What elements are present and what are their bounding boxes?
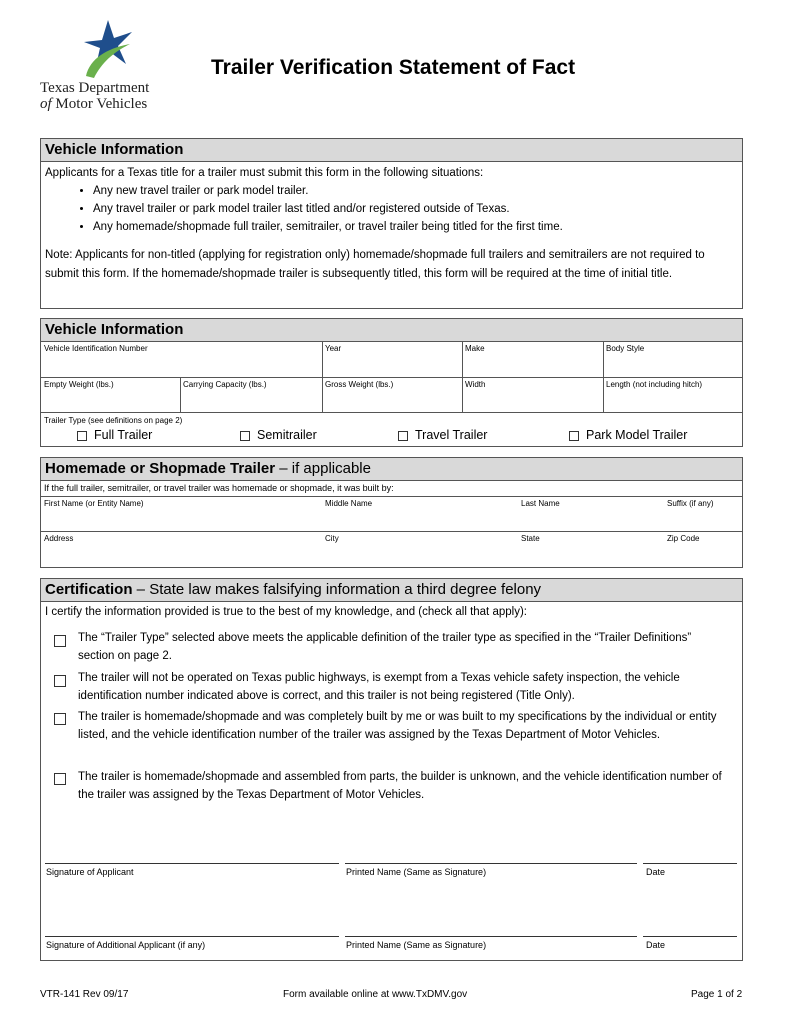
year-field[interactable]: Year — [325, 344, 342, 353]
date-2-line[interactable] — [643, 936, 737, 937]
trailer-type-full[interactable]: Full Trailer — [77, 428, 152, 442]
checkbox-icon[interactable] — [240, 431, 250, 441]
certification-section — [40, 578, 743, 961]
signature-additional-line[interactable] — [45, 936, 339, 937]
section-heading: Vehicle Information — [41, 319, 742, 342]
form-online-notice: Form available online at www.TxDMV.gov — [283, 989, 468, 1000]
note-text: Note: Applicants for non-titled (applying for registration only) homemade/shopmade full trailers and semitrailers are not required to submit this form. If the homemade/shopmade trailer is subsequently titled, this form will be required at the time of initial title. — [45, 249, 705, 280]
checkbox-icon[interactable] — [398, 431, 408, 441]
make-field[interactable]: Make — [465, 344, 485, 353]
date-1-line[interactable] — [643, 863, 737, 864]
signature-applicant-line[interactable] — [45, 863, 339, 864]
printed-name-2-line[interactable] — [345, 936, 637, 937]
body-style-field[interactable]: Body Style — [606, 344, 645, 353]
last-name-field[interactable]: Last Name — [521, 499, 560, 508]
certification-checkbox-2[interactable] — [54, 675, 66, 687]
trailer-type-travel[interactable]: Travel Trailer — [398, 428, 487, 442]
vin-field[interactable]: Vehicle Identification Number — [44, 344, 148, 353]
width-field[interactable]: Width — [465, 380, 486, 389]
page-number: Page 1 of 2 — [691, 989, 743, 1000]
printed-name-1-label: Printed Name (Same as Signature) — [346, 867, 487, 877]
date-1-label: Date — [646, 867, 666, 877]
certification-item-3: The trailer is homemade/shopmade and was completely built by me or was built to my specifications by the individual or entity listed, and the vehicle identification number of the trailer was assigned by the Texas Department of Motor Vehicles. — [78, 711, 717, 741]
certification-intro: I certify the information provided is true to the best of my knowledge, and (check all that apply): — [45, 606, 527, 618]
bullet-item: • Any travel trailer or park model trailer last titled and/or registered outside of Texas. — [93, 200, 738, 218]
txdmv-star-icon — [68, 18, 148, 80]
signature-applicant-label: Signature of Applicant — [46, 867, 134, 877]
bullet-item: • Any new travel trailer or park model trailer. — [93, 182, 738, 200]
first-name-field[interactable]: First Name (or Entity Name) — [44, 499, 144, 508]
trailer-type-park-model[interactable]: Park Model Trailer — [569, 428, 687, 442]
gross-weight-field[interactable]: Gross Weight (lbs.) — [325, 380, 394, 389]
certification-item-1: The “Trailer Type” selected above meets the applicable definition of the trailer type as specified in the “Trailer Definitions” section on page 2. — [78, 632, 692, 662]
trailer-type-label: Trailer Type (see definitions on page 2) — [44, 416, 183, 425]
certification-item-2: The trailer will not be operated on Texas public highways, is exempt from a Texas vehicle safety inspection, the vehicle identification number indicated above is correct, and this trailer is not being registered (Title Only). — [78, 672, 680, 702]
printed-name-1-line[interactable] — [345, 863, 637, 864]
signature-additional-label: Signature of Additional Applicant (if any) — [46, 940, 206, 950]
certification-item-4: The trailer is homemade/shopmade and assembled from parts, the builder is unknown, and the vehicle identification number of the trailer was assigned by the Texas Department of Motor Vehicles. — [78, 771, 722, 801]
date-2-label: Date — [646, 940, 666, 950]
logo-line-2: of Motor Vehicles — [40, 96, 148, 112]
checkbox-icon[interactable] — [569, 431, 579, 441]
logo-line-1: Texas Department — [40, 80, 150, 96]
certification-checkbox-1[interactable] — [54, 635, 66, 647]
checkbox-icon[interactable] — [77, 431, 87, 441]
section-heading: Vehicle Information — [41, 139, 742, 162]
vehicle-information-section — [40, 318, 743, 447]
address-field[interactable]: Address — [44, 534, 74, 543]
bullet-item: • Any homemade/shopmade full trailer, semitrailer, or travel trailer being titled for the first time. — [93, 218, 738, 236]
certification-checkbox-4[interactable] — [54, 773, 66, 785]
suffix-field[interactable]: Suffix (if any) — [667, 499, 714, 508]
certification-checkbox-3[interactable] — [54, 713, 66, 725]
state-field[interactable]: State — [521, 534, 540, 543]
section-heading: Certification – State law makes falsifying information a third degree felony — [41, 579, 742, 602]
section-intro: Applicants for a Texas title for a trailer must submit this form in the following situations: — [45, 167, 484, 179]
section-heading: Homemade or Shopmade Trailer – if applicable — [41, 458, 742, 481]
page-title: Trailer Verification Statement of Fact — [211, 56, 576, 79]
txdmv-logo — [40, 18, 175, 113]
empty-weight-field[interactable]: Empty Weight (lbs.) — [44, 380, 114, 389]
trailer-type-semi[interactable]: Semitrailer — [240, 428, 317, 442]
form-id: VTR-141 Rev 09/17 — [40, 989, 129, 1000]
printed-name-2-label: Printed Name (Same as Signature) — [346, 940, 487, 950]
length-field[interactable]: Length (not including hitch) — [606, 380, 703, 389]
section-intro: If the full trailer, semitrailer, or travel trailer was homemade or shopmade, it was built by: — [44, 483, 394, 493]
zip-field[interactable]: Zip Code — [667, 534, 700, 543]
carrying-capacity-field[interactable]: Carrying Capacity (lbs.) — [183, 380, 267, 389]
vehicle-information-intro-section — [40, 138, 743, 309]
middle-name-field[interactable]: Middle Name — [325, 499, 373, 508]
homemade-trailer-section — [40, 457, 743, 568]
city-field[interactable]: City — [325, 534, 339, 543]
